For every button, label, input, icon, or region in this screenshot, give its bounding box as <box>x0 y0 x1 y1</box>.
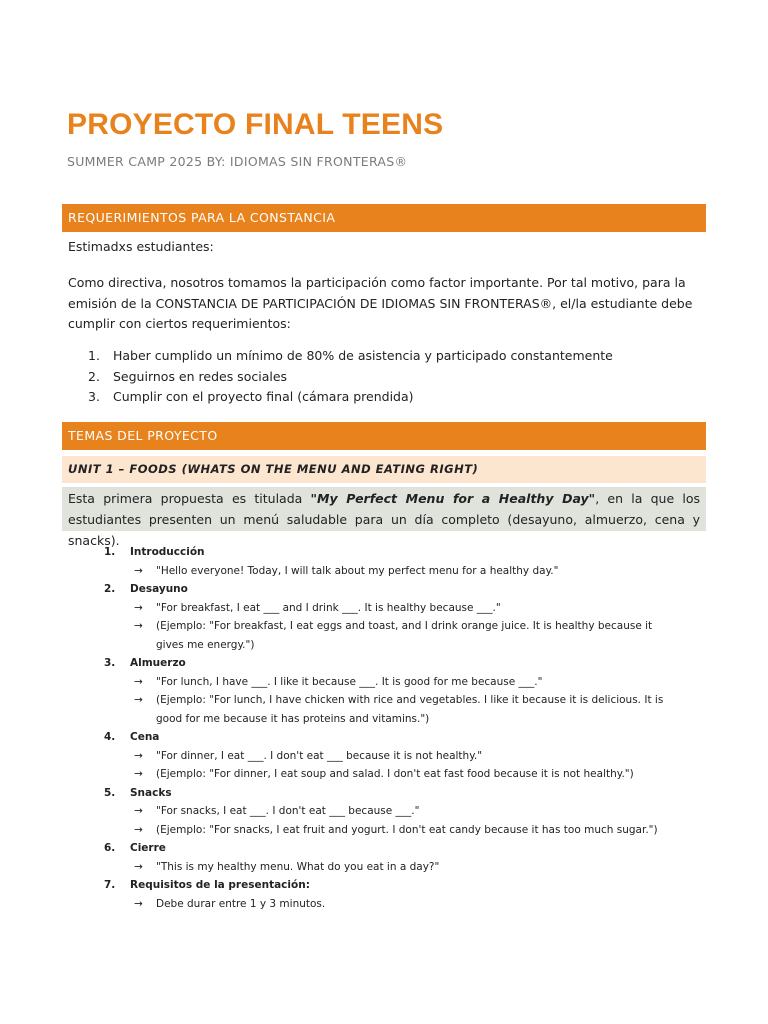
arrow-icon: → <box>134 620 143 632</box>
step-number: 3. <box>104 657 116 669</box>
step-item <box>104 654 674 728</box>
list-item <box>88 367 613 388</box>
arrow-icon: → <box>134 694 143 706</box>
proposal-text-end: , en la que los estudiantes presenten un menú saludable para un día completo (desayuno, almuerzo, cena y snacks). <box>68 491 701 548</box>
step-lines <box>130 747 674 784</box>
step-number: 7. <box>104 879 116 891</box>
step-title: Desayuno <box>130 583 188 595</box>
step-line <box>134 673 674 692</box>
step-item <box>104 784 674 840</box>
step-line-text: "Hello everyone! Today, I will talk about my perfect menu for a healthy day." <box>156 564 559 577</box>
step-title: Introducción <box>130 546 205 558</box>
step-item <box>104 876 674 913</box>
step-item <box>104 580 674 654</box>
step-line-text: "For snacks, I eat ___. I don't eat ___ because ___." <box>156 805 420 817</box>
list-text: Haber cumplido un mínimo de 80% de asistencia y participado constantemente <box>113 348 613 363</box>
proposal-text-start: Esta primera propuesta es titulada <box>68 491 311 506</box>
list-item <box>88 387 613 408</box>
step-lines <box>130 858 674 877</box>
step-line-text: (Ejemplo: "For lunch, I have chicken with rice and vegetables. I like it because it is delicious. It is good for me because it has proteins and vitamins.") <box>156 694 664 725</box>
list-text: Seguirnos en redes sociales <box>113 368 288 384</box>
arrow-icon: → <box>134 675 143 688</box>
step-lines <box>130 673 674 729</box>
step-line-text: Debe durar entre 1 y 3 minutos. <box>156 897 326 910</box>
arrow-icon: → <box>134 823 143 836</box>
step-line <box>134 617 674 654</box>
step-line <box>134 858 674 877</box>
step-number: 2. <box>104 583 116 595</box>
arrow-icon: → <box>134 564 143 577</box>
greeting: Estimadxs estudiantes: <box>68 239 214 254</box>
step-item <box>104 728 674 784</box>
arrow-icon: → <box>134 805 143 817</box>
step-line <box>134 691 674 728</box>
step-title: Requisitos de la presentación: <box>130 879 310 891</box>
proposal-title: "My Perfect Menu for a Healthy Day" <box>310 491 596 506</box>
list-number: 3. <box>88 389 100 404</box>
arrow-icon: → <box>134 768 143 780</box>
step-number: 4. <box>104 731 116 743</box>
step-item <box>104 839 674 876</box>
proposal-box <box>62 487 706 548</box>
presentation-steps <box>104 543 674 913</box>
requirements-list <box>88 346 613 408</box>
step-line-text: (Ejemplo: "For dinner, I eat soup and salad. I don't eat fast food because it is not healthy.") <box>156 768 634 780</box>
section-heading-requirements: REQUERIMIENTOS PARA LA CONSTANCIA <box>62 204 706 232</box>
arrow-icon: → <box>134 601 143 614</box>
step-line <box>134 747 674 766</box>
arrow-icon: → <box>134 860 143 873</box>
step-number: 6. <box>104 842 116 854</box>
step-line <box>134 821 674 840</box>
step-line <box>134 562 674 581</box>
step-line-text: "For breakfast, I eat ___ and I drink ___. It is healthy because ___." <box>156 601 501 614</box>
step-title: Almuerzo <box>130 657 186 669</box>
step-number: 1. <box>104 546 116 558</box>
step-title: Cena <box>130 731 160 743</box>
list-number: 2. <box>88 368 100 384</box>
page-subtitle: SUMMER CAMP 2025 BY: IDIOMAS SIN FRONTERAS® <box>67 154 408 169</box>
step-lines <box>130 599 674 655</box>
step-title: Snacks <box>130 786 172 799</box>
step-lines <box>130 562 674 581</box>
step-line <box>134 895 674 914</box>
step-line-text: (Ejemplo: "For snacks, I eat fruit and yogurt. I don't eat candy because it has too much sugar.") <box>156 823 658 836</box>
step-number: 5. <box>104 786 116 799</box>
step-title: Cierre <box>130 842 166 854</box>
list-item <box>88 346 613 367</box>
step-line <box>134 802 674 821</box>
step-line-text: "For lunch, I have ___. I like it because ___. It is good for me because ___." <box>156 675 543 688</box>
step-line-text: (Ejemplo: "For breakfast, I eat eggs and toast, and I drink orange juice. It is healthy because it gives me energy.") <box>156 620 653 651</box>
step-line-text: "This is my healthy menu. What do you eat in a day?" <box>156 860 440 873</box>
requirements-intro: Como directiva, nosotros tomamos la participación como factor importante. Por tal motivo, para la emisión de la CONSTANCIA DE PARTICIPACIÓN DE IDIOMAS SIN FRONTERAS®, el/la estudiante debe cumplir con ciertos requerimientos: <box>68 275 693 331</box>
step-lines <box>130 802 674 839</box>
list-text: Cumplir con el proyecto final (cámara prendida) <box>113 389 414 404</box>
step-item <box>104 543 674 580</box>
step-line <box>134 765 674 784</box>
arrow-icon: → <box>134 749 143 762</box>
list-number: 1. <box>88 348 100 363</box>
section-heading-topics: TEMAS DEL PROYECTO <box>62 422 706 450</box>
step-line-text: "For dinner, I eat ___. I don't eat ___ because it is not healthy." <box>156 749 483 762</box>
page-title: PROYECTO FINAL TEENS <box>67 108 444 141</box>
arrow-icon: → <box>134 897 143 910</box>
unit-title: UNIT 1 – FOODS (WHATS ON THE MENU AND EATING RIGHT) <box>62 456 706 483</box>
step-line <box>134 599 674 618</box>
step-lines <box>130 895 674 914</box>
